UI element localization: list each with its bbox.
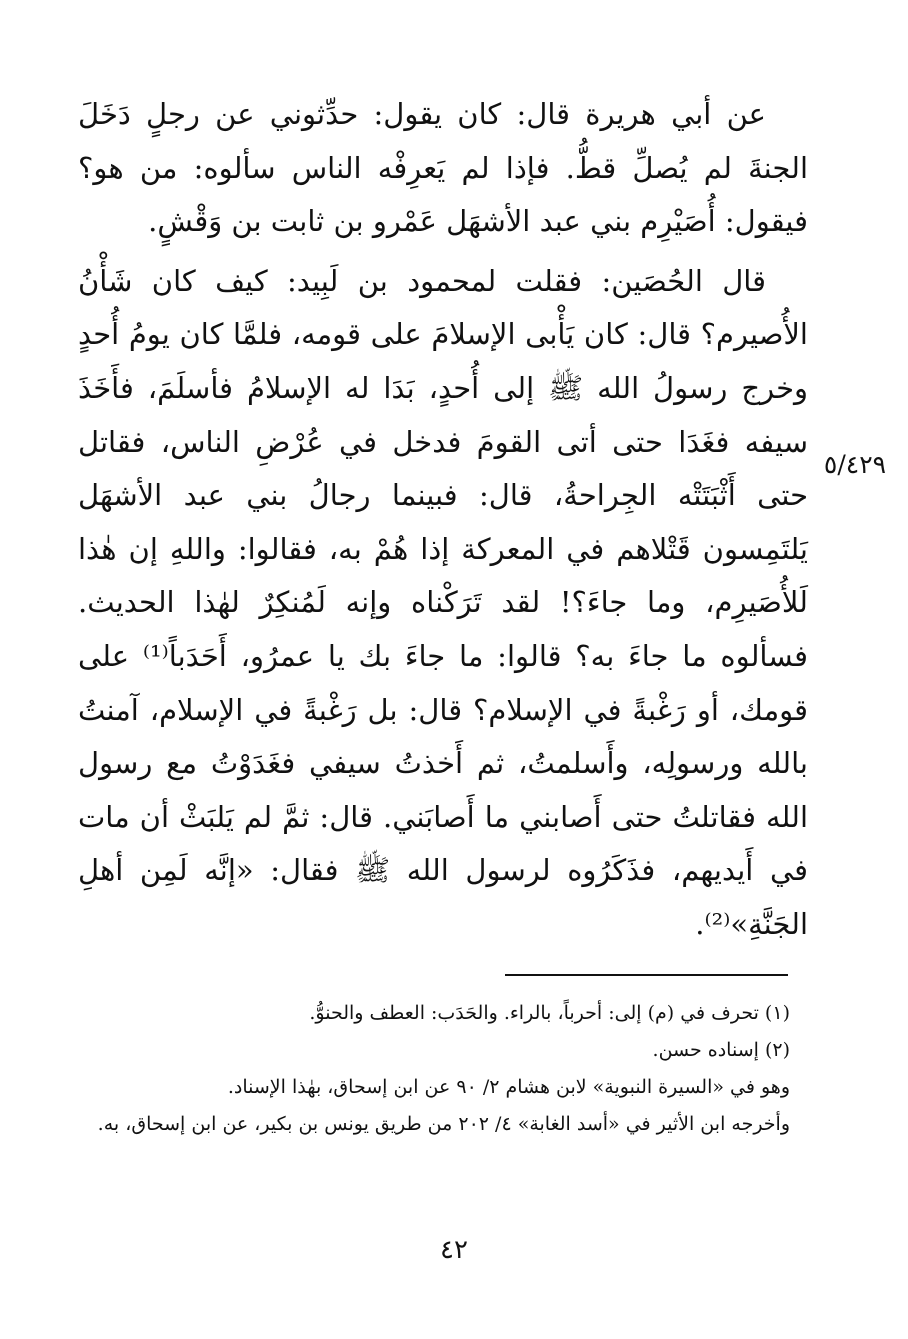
paragraph-1: عن أبي هريرة قال: كان يقول: حدِّثوني عن رجلٍ دَخَلَ الجنةَ لم يُصلِّ قطُّ. فإذا لم يَعرِفْه الناس سألوه: من هو؟ فيقول: أُصَيْرِم بني عبد الأشهَل عَمْرو بن ثابت بن وَقْشٍ.	[78, 97, 808, 239]
page-number: ٤٢	[440, 1235, 468, 1265]
footnotes	[80, 998, 790, 1140]
margin-reference: ٥/٤٢٩	[823, 450, 887, 479]
paragraph-2: قال الحُصَين: فقلت لمحمود بن لَبِيد: كيف كان شَأْنُ الأُصيرم؟ قال: كان يَأْبى الإسلامَ على قومه، فلمَّا كان يومُ أُحدٍ وخرج رسولُ الله ﷺ إلى أُحدٍ، بَدَا له الإسلامُ فأسلَمَ، فأَخَذَ سيفه فغَدَا حتى أتى القومَ فدخل في عُرْضِ الناس، فقاتل حتى أَثْبَتَتْه الجِراحةُ، قال: فبينما رجالُ بني عبد الأشهَل يَلتَمِسون قَتْلاهم في المعركة إذا هُمْ به، فقالوا: واللهِ إن هٰذا لَلأُصَيرِم، وما جاءَ؟! لقد تَرَكْناه وإنه لَمُنكِرٌ لهٰذا الحديث. فسألوه ما جاءَ به؟ قالوا: ما جاءَ بك يا عمرُو، أَحَدَباً⁽¹⁾ على قومك، أو رَغْبةً في الإسلام؟ قال: بل رَغْبةً في الإسلام، آمنتُ بالله ورسولِه، وأَسلمتُ، ثم أَخذتُ سيفي فغَدَوْتُ مع رسول الله فقاتلتُ حتى أَصابني ما أَصابَني. قال: ثمَّ لم يَلبَثْ أن مات في أَيديهم، فذَكَرُوه لرسول الله ﷺ فقال: «إنَّه لَمِن أهلِ الجَنَّةِ»⁽²⁾.	[78, 263, 808, 941]
footnote-1: (١) تحرف في (م) إلى: أحرباً، بالراء. والحَدَب: العطف والحنوُّ.	[309, 1002, 790, 1024]
footnote-divider	[505, 974, 788, 976]
main-text	[78, 88, 808, 952]
footnote-2-extra: وأخرجه ابن الأثير في «أسد الغابة» ٤/ ٢٠٢ من طريق يونس بن بكير، عن ابن إسحاق، به.	[97, 1113, 790, 1135]
footnote-2-source: وهو في «السيرة النبوية» لابن هشام ٢/ ٩٠ عن ابن إسحاق، بهٰذا الإسناد.	[227, 1076, 790, 1098]
footnote-2: (٢) إسناده حسن.	[652, 1039, 790, 1061]
